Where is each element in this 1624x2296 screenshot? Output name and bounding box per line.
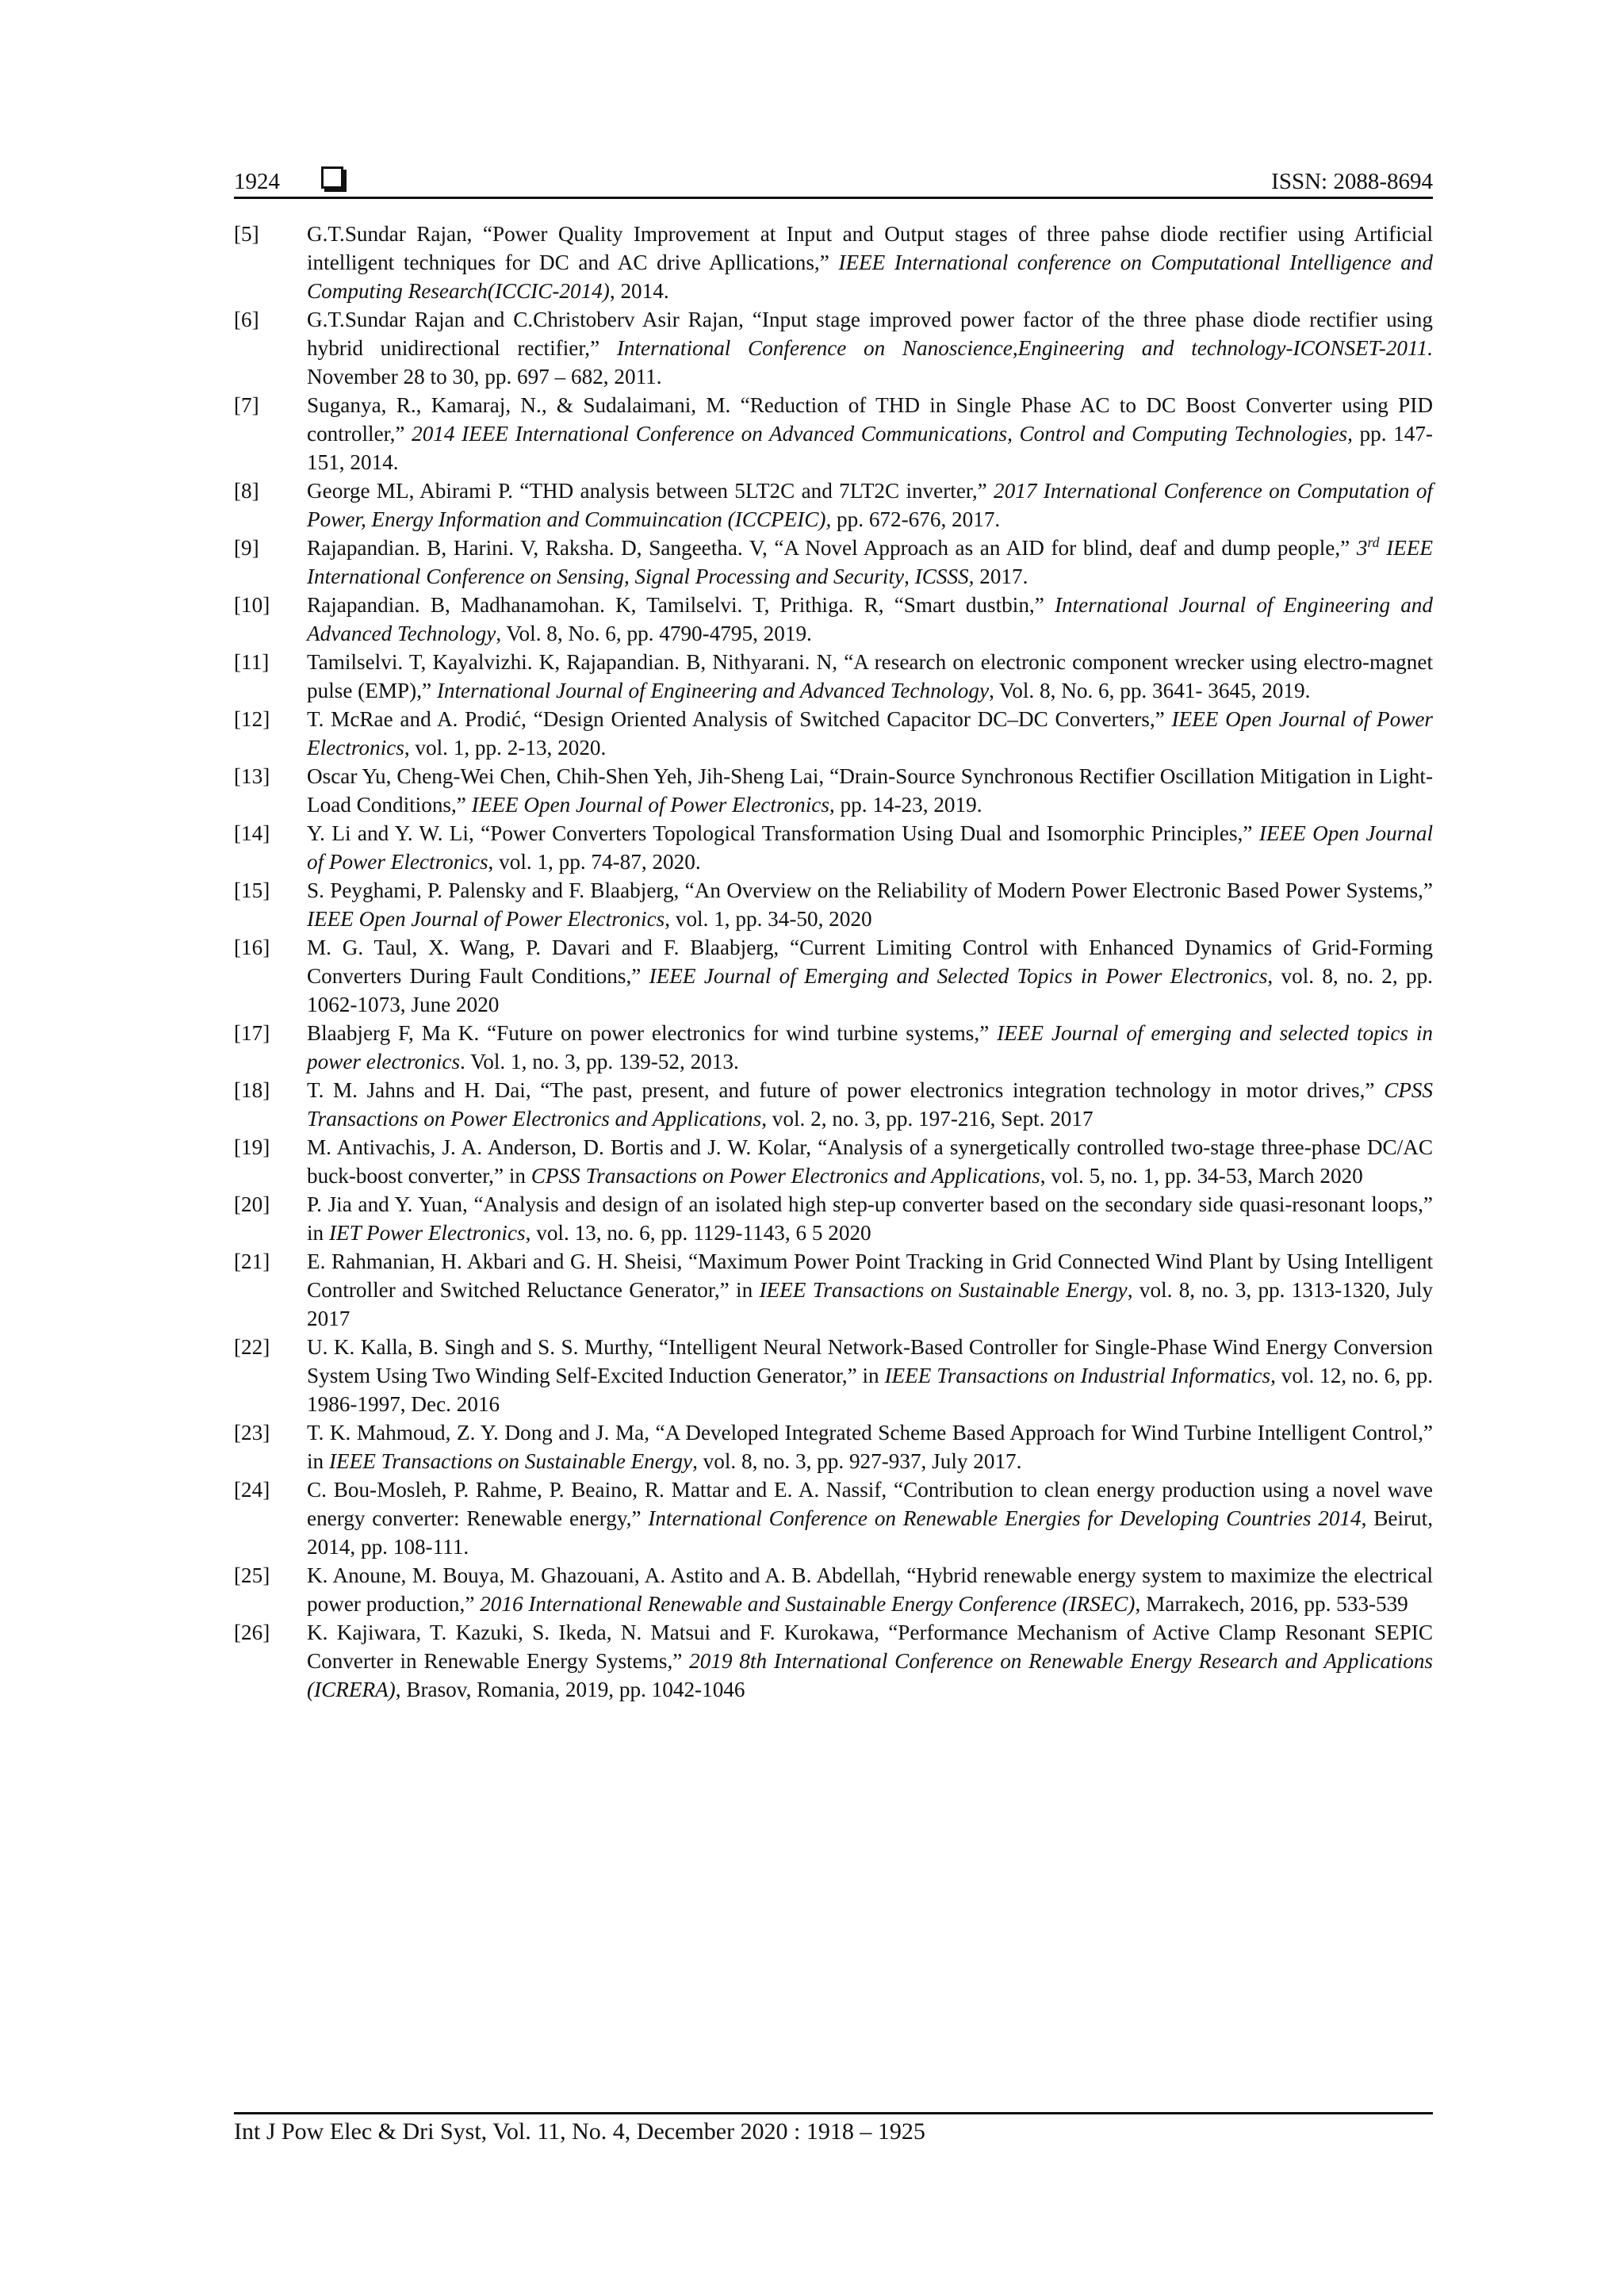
header-rule [234, 197, 1433, 199]
reference-details: , 2014. [609, 279, 669, 303]
reference-authors-title: Y. Li and Y. W. Li, “Power Converters Topological Transformation Using Dual and Isomorphic Principles,” [307, 821, 1259, 845]
reference-authors-title: Rajapandian. B, Madhanamohan. K, Tamilselvi. T, Prithiga. R, “Smart dustbin,” [307, 593, 1055, 617]
venue-name: IEEE International Conference on Sensing, Signal Processing and Security [307, 536, 1433, 588]
reference-item [234, 534, 1433, 591]
reference-details: , vol. 5, no. 1, pp. 34-53, March 2020 [1040, 1164, 1363, 1188]
reference-text [307, 933, 1433, 1019]
page-header [234, 157, 1433, 195]
reference-text [307, 648, 1433, 705]
reference-venue: International Journal of Engineering and Advanced Technology [436, 679, 990, 702]
reference-text [307, 476, 1433, 534]
reference-number: [14] [234, 821, 270, 845]
reference-authors-title: Suganya, R., Kamaraj, N., & Sudalaimani, M. “Reduction of THD in Single Phase AC to DC Boost Converter using PID controller,” [307, 393, 1433, 446]
reference-item [234, 819, 1433, 876]
reference-details: , vol. 13, no. 6, pp. 1129-1143, 6 5 2020 [525, 1221, 871, 1245]
reference-text [307, 1133, 1433, 1190]
reference-number: [12] [234, 707, 270, 731]
reference-details: , Vol. 8, No. 6, pp. 3641- 3645, 2019. [989, 679, 1311, 702]
reference-item [234, 1190, 1433, 1247]
reference-authors-title: Rajapandian. B, Harini. V, Raksha. D, Sangeetha. V, “A Novel Approach as an AID for blind, deaf and dump people,” [307, 536, 1357, 560]
reference-number: [25] [234, 1563, 270, 1587]
reference-details: , vol. 1, pp. 2-13, 2020. [404, 736, 607, 760]
reference-text [307, 1019, 1433, 1076]
reference-text [307, 1076, 1433, 1133]
reference-details: November 28 to 30, pp. 697 – 682, 2011. [307, 365, 662, 388]
reference-venue: IEEE Journal of Emerging and Selected Topics in Power Electronics [649, 964, 1268, 988]
reference-details: , Beirut, 2014, pp. 108-111. [307, 1506, 1433, 1559]
reference-venue: 2016 International Renewable and Sustainable Energy Conference (IRSEC) [480, 1592, 1136, 1616]
reference-venue: IEEE Transactions on Sustainable Energy [328, 1449, 693, 1473]
reference-venue: International Journal of Engineering and Advanced Technology [307, 593, 1433, 645]
reference-venue-abbrev: ICSSS, [914, 564, 975, 588]
reference-authors-title: M. G. Taul, X. Wang, P. Davari and F. Blaabjerg, “Current Limiting Control with Enhanced Dynamics of Grid-Forming Converters During Fault Conditions,” [307, 936, 1433, 988]
reference-number: [7] [234, 393, 259, 417]
reference-item [234, 933, 1433, 1019]
reference-authors-title: S. Peyghami, P. Palensky and F. Blaabjerg, “An Overview on the Reliability of Modern Power Electronic Based Power Systems,” [307, 878, 1433, 902]
reference-authors-title: Blaabjerg F, Ma K. “Future on power electronics for wind turbine systems,” [307, 1021, 998, 1045]
reference-details: pp. 147-151, 2014. [307, 422, 1433, 474]
reference-item [234, 1333, 1433, 1418]
reference-details: 2017. [974, 564, 1028, 588]
reference-text [307, 705, 1433, 762]
reference-details: pp. 14-23, 2019. [834, 793, 982, 817]
reference-details: , vol. 8, no. 2, pp. 1062-1073, June 2020 [307, 964, 1433, 1016]
reference-number: [16] [234, 936, 270, 959]
ordinal-number: 3 [1356, 536, 1368, 560]
reference-item [234, 391, 1433, 476]
reference-authors-title: T. M. Jahns and H. Dai, “The past, present, and future of power electronics integration technology in motor drives,” [307, 1078, 1385, 1102]
reference-venue: 2017 International Conference on Computation of Power, Energy Information and Commuincation (ICCPEIC), [307, 479, 1433, 531]
reference-number: [23] [234, 1421, 270, 1445]
reference-details: , vol. 8, no. 3, pp. 927-937, July 2017. [692, 1449, 1022, 1473]
reference-details: , vol. 1, pp. 34-50, 2020 [665, 907, 872, 931]
reference-item [234, 476, 1433, 534]
reference-details: pp. 672-676, 2017. [831, 507, 1001, 531]
reference-number: [20] [234, 1192, 270, 1216]
reference-authors-title: C. Bou-Mosleh, P. Rahme, P. Beaino, R. Mattar and E. A. Nassif, “Contribution to clean energy production using a novel wave energy converter: Renewable energy,” [307, 1478, 1433, 1530]
reference-item [234, 1618, 1433, 1704]
reference-authors-title: T. K. Mahmoud, Z. Y. Dong and J. Ma, “A Developed Integrated Scheme Based Approach for Wind Turbine Intelligent Control,” in [307, 1421, 1433, 1473]
reference-venue: International Conference on Nanoscience,Engineering and technology-ICONSET-2011. [616, 336, 1433, 360]
reference-number: [17] [234, 1021, 270, 1045]
reference-details: , vol. 1, pp. 74-87, 2020. [488, 850, 701, 874]
reference-text [307, 534, 1433, 591]
reference-details: , vol. 12, no. 6, pp. 1986-1997, Dec. 2016 [307, 1364, 1433, 1416]
reference-authors-title: P. Jia and Y. Yuan, “Analysis and design of an isolated high step-up converter based on the secondary side quasi-resonant loops,” in [307, 1192, 1433, 1245]
reference-item [234, 1247, 1433, 1333]
reference-number: [22] [234, 1335, 270, 1359]
reference-text [307, 305, 1433, 391]
reference-venue: International Conference on Renewable Energies for Developing Countries 2014 [648, 1506, 1362, 1530]
reference-venue: IEEE Open Journal of Power Electronics [307, 707, 1433, 760]
reference-venue: IEEE Journal of emerging and selected topics in power electronics [307, 1021, 1433, 1073]
reference-number: [8] [234, 479, 259, 503]
reference-venue: IEEE Open Journal of Power Electronics [307, 907, 665, 931]
reference-authors-title: U. K. Kalla, B. Singh and S. S. Murthy, “Intelligent Neural Network-Based Controller for Single-Phase Wind Energy Conversion System Using Two Winding Self-Excited Induction Generator,” in [307, 1335, 1433, 1387]
reference-venue: CPSS Transactions on Power Electronics and Applications [530, 1164, 1040, 1188]
reference-item [234, 648, 1433, 705]
reference-item [234, 1475, 1433, 1561]
reference-authors-title: George ML, Abirami P. “THD analysis between 5LT2C and 7LT2C inverter,” [307, 479, 994, 503]
reference-authors-title: Oscar Yu, Cheng-Wei Chen, Chih-Shen Yeh, Jih-Sheng Lai, “Drain-Source Synchronous Rectifier Oscillation Mitigation in Light-Load Conditions,” [307, 764, 1433, 817]
reference-text [307, 1418, 1433, 1475]
reference-venue: IEEE Open Journal of Power Electronics [307, 821, 1433, 874]
reference-text [307, 591, 1433, 648]
reference-venue: 2019 8th International Conference on Renewable Energy Research and Applications (ICRERA) [307, 1649, 1433, 1701]
reference-number: [24] [234, 1478, 270, 1502]
reference-venue: 2014 IEEE International Conference on Advanced Communications, Control and Computing Technologies, [412, 422, 1353, 446]
reference-authors-title: K. Kajiwara, T. Kazuki, S. Ikeda, N. Matsui and F. Kurokawa, “Performance Mechanism of Active Clamp Resonant SEPIC Converter in Renewable Energy Systems,” [307, 1621, 1433, 1673]
square-icon [321, 166, 343, 189]
reference-item [234, 1076, 1433, 1133]
reference-item [234, 1561, 1433, 1618]
reference-item [234, 876, 1433, 933]
reference-authors-title: M. Antivachis, J. A. Anderson, D. Bortis and J. W. Kolar, “Analysis of a synergetically controlled two-stage three-phase DC/AC buck-boost converter,” in [307, 1135, 1433, 1188]
reference-authors-title: T. McRae and A. Prodić, “Design Oriented Analysis of Switched Capacitor DC–DC Converters,” [307, 707, 1172, 731]
page-footer: Int J Pow Elec & Dri Syst, Vol. 11, No. 4, December 2020 : 1918 – 1925 [234, 2118, 925, 2145]
reference-text [307, 762, 1433, 819]
reference-text [307, 1247, 1433, 1333]
reference-number: [9] [234, 536, 259, 560]
reference-item [234, 1133, 1433, 1190]
reference-item [234, 762, 1433, 819]
reference-text [307, 819, 1433, 876]
reference-venue: IET Power Electronics [328, 1221, 526, 1245]
reference-text [307, 1333, 1433, 1418]
reference-item [234, 1019, 1433, 1076]
reference-number: [26] [234, 1621, 270, 1644]
reference-details: , Marrakech, 2016, pp. 533-539 [1135, 1592, 1408, 1616]
reference-authors-title: Tamilselvi. T, Kayalvizhi. K, Rajapandian. B, Nithyarani. N, “A research on electronic component wrecker using electro-magnet pulse (EMP),” [307, 650, 1433, 702]
reference-item [234, 591, 1433, 648]
reference-authors-title: G.T.Sundar Rajan, “Power Quality Improvement at Input and Output stages of three pahse diode rectifier using Artificial intelligent techniques for DC and AC drive Apllications,” [307, 222, 1433, 274]
reference-text [307, 1561, 1433, 1618]
reference-authors-title: E. Rahmanian, H. Akbari and G. H. Sheisi, “Maximum Power Point Tracking in Grid Connected Wind Plant by Using Intelligent Controller and Switched Reluctance Generator,” in [307, 1249, 1433, 1302]
reference-details: , vol. 8, no. 3, pp. 1313-1320, July 2017 [307, 1278, 1433, 1330]
reference-number: [10] [234, 593, 270, 617]
reference-details: , Brasov, Romania, 2019, pp. 1042-1046 [395, 1678, 745, 1701]
reference-item [234, 220, 1433, 305]
footer-rule [234, 2112, 1433, 2114]
reference-number: [13] [234, 764, 270, 788]
reference-venue: IEEE International conference on Computational Intelligence and Computing Research(ICCIC-2014) [307, 251, 1433, 303]
reference-separator: , [904, 564, 915, 588]
reference-item [234, 1418, 1433, 1475]
reference-number: [6] [234, 308, 259, 331]
reference-number: [5] [234, 222, 259, 246]
page-number: 1924 [234, 169, 280, 194]
reference-venue: IEEE Transactions on Sustainable Energy [759, 1278, 1128, 1302]
reference-text [307, 1190, 1433, 1247]
reference-venue: IEEE Open Journal of Power Electronics, [471, 793, 835, 817]
reference-details: , Vol. 8, No. 6, pp. 4790-4795, 2019. [496, 622, 812, 645]
reference-authors-title: K. Anoune, M. Bouya, M. Ghazouani, A. Astito and A. B. Abdellah, “Hybrid renewable energy system to maximize the electrical power production,” [307, 1563, 1433, 1616]
reference-venue: CPSS Transactions on Power Electronics and Applications [307, 1078, 1433, 1131]
reference-number: [18] [234, 1078, 270, 1102]
reference-number: [19] [234, 1135, 270, 1159]
reference-number: [21] [234, 1249, 270, 1273]
reference-text [307, 220, 1433, 305]
reference-details: . Vol. 1, no. 3, pp. 139-52, 2013. [460, 1050, 739, 1073]
reference-list [234, 220, 1433, 1704]
reference-venue: IEEE Transactions on Industrial Informatics [884, 1364, 1271, 1387]
ordinal-suffix: rd [1367, 534, 1380, 550]
issn: ISSN: 2088-8694 [1271, 169, 1433, 194]
reference-item [234, 305, 1433, 391]
reference-text [307, 391, 1433, 476]
reference-details: , vol. 2, no. 3, pp. 197-216, Sept. 2017 [761, 1107, 1094, 1131]
reference-item [234, 705, 1433, 762]
reference-authors-title: G.T.Sundar Rajan and C.Christoberv Asir Rajan, “Input stage improved power factor of the three phase diode rectifier using hybrid unidirectional rectifier,” [307, 308, 1433, 360]
reference-text [307, 876, 1433, 933]
reference-text [307, 1618, 1433, 1704]
reference-number: [15] [234, 878, 270, 902]
reference-text [307, 1475, 1433, 1561]
reference-number: [11] [234, 650, 270, 674]
